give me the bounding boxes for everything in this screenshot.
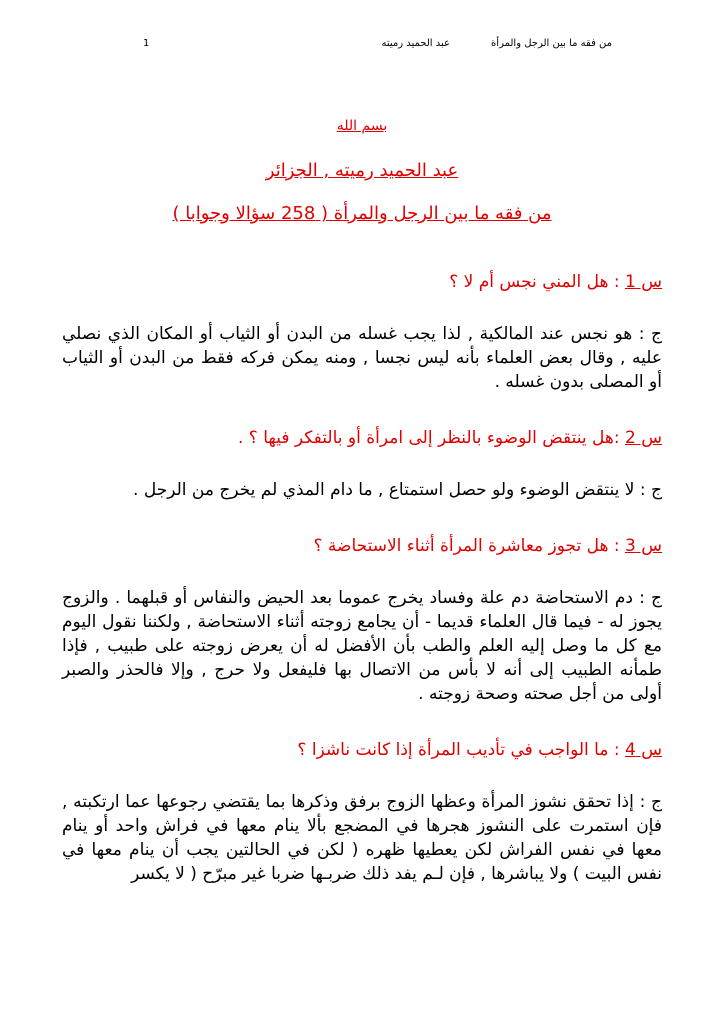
- question-text: :هل ينتقض الوضوء بالنظر إلى امرأة أو بالتفكر فيها ؟ .: [238, 428, 620, 448]
- qa-content: [62, 272, 662, 886]
- question-label: س 4: [625, 740, 662, 760]
- header-book-title: من فقه ما بين الرجل والمرأة: [491, 38, 612, 49]
- question-text: : ما الواجب في تأديب المرأة إذا كانت ناشزا ؟: [297, 740, 620, 760]
- title-block: [0, 118, 724, 224]
- page-number: 1: [143, 38, 150, 49]
- answer-1: ج : هو نجس عند المالكية , لذا يجب غسله من البدن أو الثياب أو المكان الذي نصلي عليه , وقال بعض العلماء بأنه ليس نجسا , ومنه يمكن فركه فقط من البدن أو الثياب أو المصلى بدون غسله .: [62, 324, 662, 392]
- question-4: [62, 740, 662, 760]
- answer-4: ج : إذا تحقق نشوز المرأة وعظها الزوج برفق وذكرها بما يقتضي رجوعها عما ارتكبته , فإن استمرت على النشوز هجرها في المضجع بألا ينام معها في فراش واحد أو ينام معها في نفس الفراش لكن يعطيها ظهره ( لكن في الحالتين يجب أن ينام معها في نفس البيت ) ولا يباشرها , فإن لـم يفد ذلك ضربـها ضربا غير مبرّح ( لا يكسر: [62, 792, 662, 884]
- question-text: : هل تجوز معاشرة المرأة أثناء الاستحاضة ؟: [313, 536, 620, 556]
- basmala: بسم الله: [336, 118, 388, 134]
- answer-3: ج : دم الاستحاضة دم علة وفساد يخرج عموما بعد الحيض والنفاس أو قبلهما . والزوج يجوز له - فيما قال العلماء قديما - أن يجامع زوجته أثناء الاستحاضة , ولكننا نقول اليوم مع كل ما وصل إليه العلم والطب بأن الأفضل له أن يعرض زوجته على طبيب , فإذا طمأنه الطبيب إلى أنه لا بأس من الاتصال بها فليفعل ولا حرج , وإلا فالحذر والصبر أولى من أجل صحته وصحة زوجته .: [62, 588, 662, 704]
- question-label: س 2: [625, 428, 662, 448]
- question-label: س 3: [625, 536, 662, 556]
- book-title-line: من فقه ما بين الرجل والمرأة ( 258 سؤالا وجوابا ): [172, 203, 552, 224]
- question-text: : هل المني نجس أم لا ؟: [449, 272, 620, 292]
- question-3: [62, 536, 662, 556]
- question-2: [62, 428, 662, 448]
- author-line: عبد الحميد رميته , الجزائر: [265, 160, 459, 181]
- question-1: [62, 272, 662, 292]
- header-author: عبد الحميد رميته: [381, 38, 450, 49]
- question-label: س 1: [625, 272, 662, 292]
- answer-2: ج : لا ينتقض الوضوء ولو حصل استمتاع , ما دام المذي لم يخرج من الرجل .: [133, 480, 662, 500]
- page-header: [0, 38, 724, 58]
